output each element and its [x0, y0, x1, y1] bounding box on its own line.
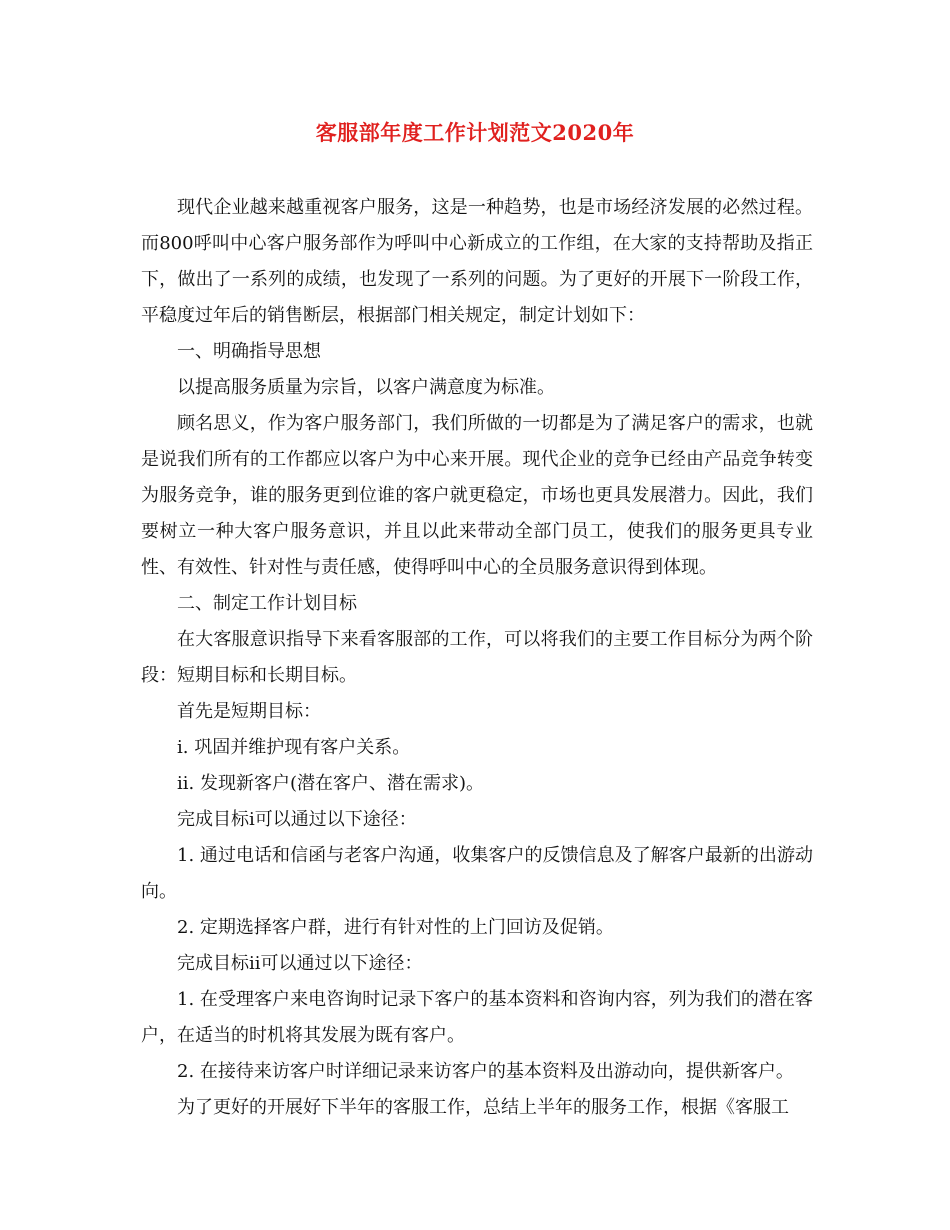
paragraph: 顾名思义，作为客户服务部门，我们所做的一切都是为了满足客户的需求，也就是说我们所有的工作都应以客户为中心来开展。现代企业的竞争已经由产品竞争转变为服务竞争，谁的服务更到位谁的客户就更稳定，市场也更具发展潜力。因此，我们要树立一种大客户服务意识，并且以此来带动全部门员工，使我们的服务更具专业性、有效性、针对性与责任感，使得呼叫中心的全员服务意识得到体现。 — [141, 413, 813, 578]
paragraph: 为了更好的开展好下半年的客服工作，总结上半年的服务工作，根据《客服工 — [177, 1097, 789, 1118]
paragraph: 首先是短期目标： — [177, 701, 321, 722]
paragraph: 完成目标i可以通过以下途径： — [177, 809, 417, 830]
list-item: 1. 通过电话和信函与老客户沟通，收集客户的反馈信息及了解客户最新的出游动向。 — [141, 845, 813, 902]
document-body — [141, 190, 813, 1126]
paragraph: 在大客服意识指导下来看客服部的工作，可以将我们的主要工作目标分为两个阶段：短期目标和长期目标。 — [141, 629, 813, 686]
paragraph: 完成目标ii可以通过以下途径： — [177, 953, 423, 974]
document-title: 客服部年度工作计划范文2020年 — [315, 120, 635, 145]
section-heading-2: 二、制定工作计划目标 — [177, 593, 357, 614]
section-heading-1: 一、明确指导思想 — [177, 341, 321, 362]
list-item: 2. 定期选择客户群，进行有针对性的上门回访及促销。 — [177, 917, 614, 938]
paragraph-intro: 现代企业越来越重视客户服务，这是一种趋势，也是市场经济发展的必然过程。而800呼叫中心客户服务部作为呼叫中心新成立的工作组，在大家的支持帮助及指正下，做出了一系列的成绩，也发现了一系列的问题。为了更好的开展下一阶段工作，平稳度过年后的销售断层，根据部门相关规定，制定计划如下： — [141, 197, 813, 326]
paragraph: 以提高服务质量为宗旨，以客户满意度为标准。 — [177, 377, 555, 398]
list-item: 1. 在受理客户来电咨询时记录下客户的基本资料和咨询内容，列为我们的潜在客户，在适当的时机将其发展为既有客户。 — [141, 989, 813, 1046]
list-item: ii. 发现新客户(潜在客户、潜在需求)。 — [177, 773, 485, 794]
list-item: 2. 在接待来访客户时详细记录来访客户的基本资料及出游动向，提供新客户。 — [177, 1061, 794, 1082]
list-item: i. 巩固并维护现有客户关系。 — [177, 737, 411, 758]
